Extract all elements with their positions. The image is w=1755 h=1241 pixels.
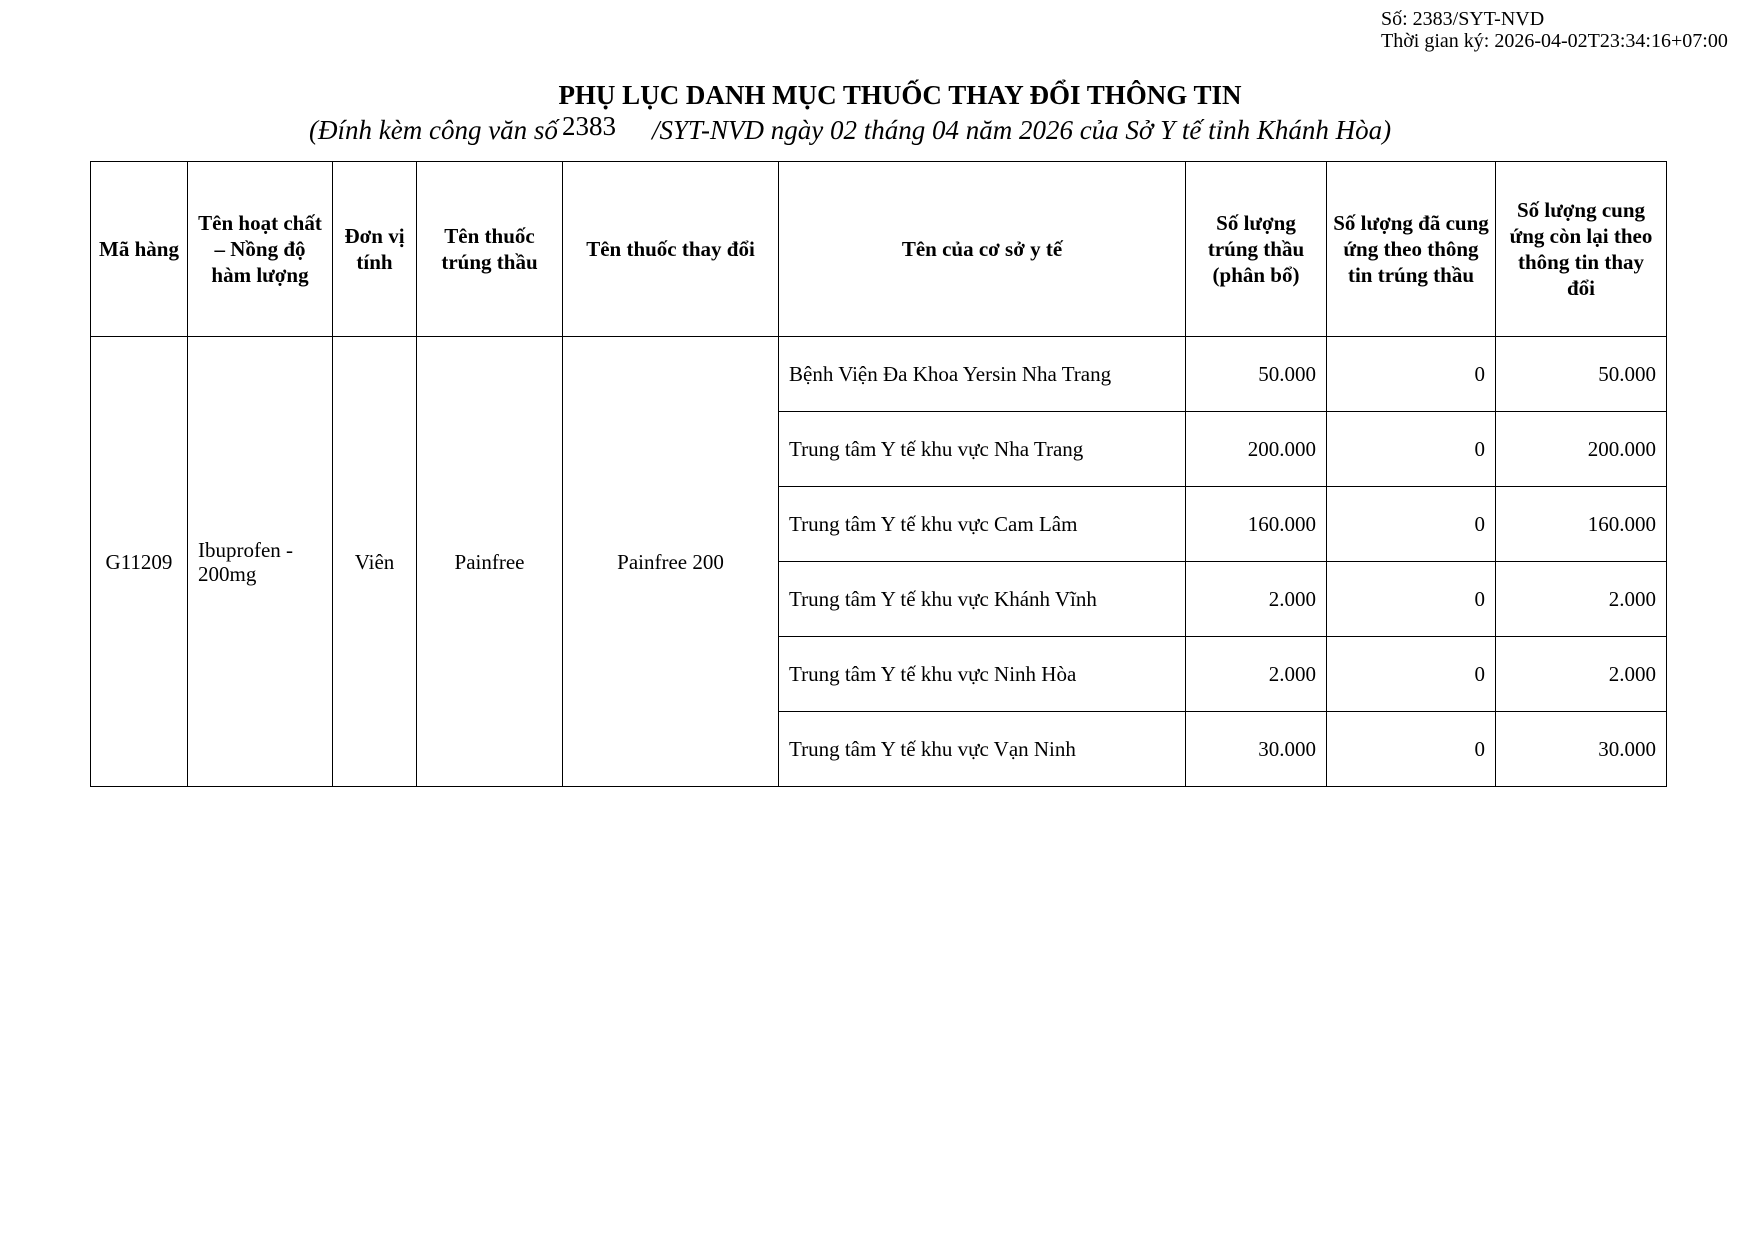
cell-con-lai: 2.000 <box>1496 562 1667 637</box>
cell-co-so: Trung tâm Y tế khu vực Ninh Hòa <box>779 637 1186 712</box>
signing-time: Thời gian ký: 2026-04-02T23:34:16+07:00 <box>1381 30 1728 52</box>
cell-co-so: Trung tâm Y tế khu vực Cam Lâm <box>779 487 1186 562</box>
cell-co-so: Bệnh Viện Đa Khoa Yersin Nha Trang <box>779 337 1186 412</box>
cell-don-vi: Viên <box>333 337 417 787</box>
cell-con-lai: 50.000 <box>1496 337 1667 412</box>
subtitle-number: 2383 <box>561 111 616 141</box>
cell-ma-hang: G11209 <box>91 337 188 787</box>
cell-con-lai: 160.000 <box>1496 487 1667 562</box>
subtitle-prefix: (Đính kèm công văn số <box>309 115 558 145</box>
cell-so-luong: 50.000 <box>1186 337 1327 412</box>
table-row <box>91 337 1667 412</box>
cell-hoat-chat: Ibuprofen - 200mg <box>188 337 333 787</box>
cell-so-luong: 30.000 <box>1186 712 1327 787</box>
cell-da-cung-ung: 0 <box>1327 337 1496 412</box>
cell-da-cung-ung: 0 <box>1327 637 1496 712</box>
header-thuoc-trung-thau: Tên thuốc trúng thầu <box>417 162 563 337</box>
cell-so-luong: 2.000 <box>1186 637 1327 712</box>
cell-con-lai: 30.000 <box>1496 712 1667 787</box>
cell-so-luong: 2.000 <box>1186 562 1327 637</box>
document-title: PHỤ LỤC DANH MỤC THUỐC THAY ĐỔI THÔNG TIN <box>558 80 1242 110</box>
cell-co-so: Trung tâm Y tế khu vực Khánh Vĩnh <box>779 562 1186 637</box>
header-don-vi: Đơn vị tính <box>333 162 417 337</box>
cell-con-lai: 200.000 <box>1496 412 1667 487</box>
cell-thuoc-thay-doi: Painfree 200 <box>563 337 779 787</box>
cell-da-cung-ung: 0 <box>1327 487 1496 562</box>
cell-co-so: Trung tâm Y tế khu vực Nha Trang <box>779 412 1186 487</box>
header-thuoc-thay-doi: Tên thuốc thay đổi <box>563 162 779 337</box>
header-da-cung-ung: Số lượng đã cung ứng theo thông tin trúng thầu <box>1327 162 1496 337</box>
cell-con-lai: 2.000 <box>1496 637 1667 712</box>
cell-thuoc-trung-thau: Painfree <box>417 337 563 787</box>
cell-da-cung-ung: 0 <box>1327 412 1496 487</box>
header-ma-hang: Mã hàng <box>91 162 188 337</box>
cell-da-cung-ung: 0 <box>1327 562 1496 637</box>
document-number: Số: 2383/SYT-NVD <box>1381 8 1545 30</box>
cell-so-luong: 200.000 <box>1186 412 1327 487</box>
header-hoat-chat: Tên hoạt chất – Nồng độ hàm lượng <box>188 162 333 337</box>
subtitle-suffix: /SYT-NVD ngày 02 tháng 04 năm 2026 của Sở Y tế tỉnh Khánh Hòa) <box>651 115 1392 145</box>
signature-info <box>1381 8 1728 52</box>
cell-co-so: Trung tâm Y tế khu vực Vạn Ninh <box>779 712 1186 787</box>
document-subtitle <box>309 111 1392 146</box>
header-co-so-y-te: Tên của cơ sở y tế <box>779 162 1186 337</box>
cell-da-cung-ung: 0 <box>1327 712 1496 787</box>
drug-change-table <box>90 161 1667 787</box>
header-con-lai: Số lượng cung ứng còn lại theo thông tin thay đổi <box>1496 162 1667 337</box>
header-so-luong: Số lượng trúng thầu (phân bổ) <box>1186 162 1327 337</box>
cell-so-luong: 160.000 <box>1186 487 1327 562</box>
table-header-row <box>91 162 1667 337</box>
